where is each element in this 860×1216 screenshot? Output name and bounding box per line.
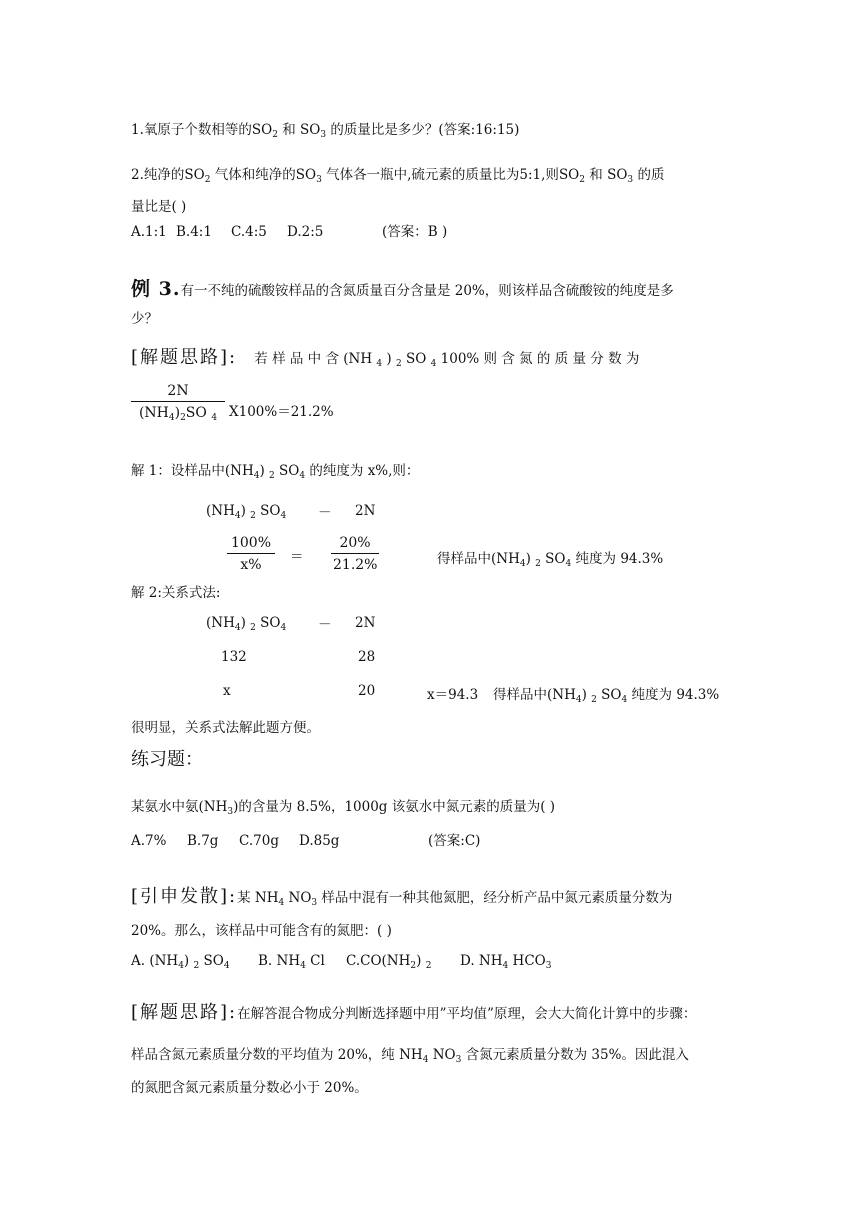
extend-option-b: B. $NH_4$ Cl [258, 953, 325, 971]
question-2-line2: 量比是( ) [131, 199, 187, 215]
equals-sign: ＝ [290, 549, 304, 565]
example-3: 例 3.有一不纯的硫酸铵样品的含氮质量百分含量是 20%，则该样品含硫酸铵的纯度是多 [131, 278, 674, 300]
conclusion: 很明显，关系式法解此题方便。 [131, 720, 320, 736]
approach-line: [解题思路]: 若 样 品 中 含 (NH $_4$ ) $_2$ SO $_4$ 100% 则 含 氮 的 质 量 分 数 为 [131, 347, 640, 369]
solution-1-dash: － [318, 505, 332, 521]
solution-1-relation-left: $(NH_4)$ $_2$ $SO_4$ [206, 503, 287, 521]
practice-title: 练习题： [131, 749, 203, 770]
practice-options [131, 829, 480, 849]
practice-option-c: C.70g [239, 833, 279, 849]
thinking-line2: 样品含氮元素质量分数的平均值为 20%，纯 $NH_4$ $NO_3$ 含氮元素质量分数为 35%。因此混入 [131, 1047, 689, 1065]
option-c: C.4:5 [231, 224, 267, 240]
extend-line: [引申发散]:某 $NH_4$ $NO_3$ 样品中混有一种其他氮肥，经分析产品中氮元素质量分数为 [131, 886, 673, 908]
ratio-fraction-left: $\frac{100\%}{x\%}$ [227, 535, 275, 573]
example-3-line2: 少？ [131, 311, 158, 327]
ratio-fraction-right: $\frac{20\%}{21.2\%}$ [333, 535, 378, 573]
solution-2-relation-right: 2N [355, 615, 376, 631]
solution-2-relation-left: $(NH_4)$ $_2$ $SO_4$ [206, 615, 287, 633]
solution-2-result: 得样品中$(NH_4)$ $_2$ $SO_4$ 纯度为 94.3% [493, 687, 720, 705]
solution-1-relation-right: 2N [355, 503, 376, 519]
extend-option-a: A. $(NH_4)$ $_2$ $SO_4$ [131, 953, 230, 971]
fraction-result: X100%＝21.2% [229, 404, 334, 420]
thinking-label: [解题思路]: [131, 1002, 238, 1023]
approach-label: [解题思路]: [131, 347, 238, 368]
extend-option-d: D. $NH_4$ $HCO_3$ [460, 953, 552, 971]
option-a: A.1:1 [131, 224, 167, 240]
solution-1-line: 解 1：设样品中$(NH_4)$ $_2$ $SO_4$ 的纯度为 x%,则： [131, 463, 420, 481]
nitrogen-fraction: $\frac{2N}{(NH_4)_2SO _4}$ [131, 383, 225, 423]
example-3-label: 例 3. [131, 278, 181, 300]
question-1: 1.氧原子个数相等的$SO_2$ 和 $SO_3$ 的质量比是多少？(答案:16:15) [131, 122, 520, 140]
thinking-line3: 的氮肥含氮元素质量分数必小于 20%。 [131, 1080, 368, 1096]
practice-answer: (答案:C) [428, 833, 481, 849]
option-d: D.2:5 [287, 224, 324, 240]
question-2-options [131, 220, 447, 240]
extend-option-c: $C.CO(NH_2)$ $_2$ [346, 953, 432, 971]
extend-label: [引申发散]: [131, 886, 238, 907]
unknown-right: 20 [358, 683, 376, 699]
unknown-left: x [223, 683, 231, 699]
solution-2-dash: － [318, 617, 332, 633]
practice-option-b: B.7g [187, 833, 219, 849]
practice-option-a: A.7% [131, 833, 167, 849]
practice-option-d: D.85g [299, 833, 340, 849]
extend-line2: 20%。那么，该样品中可能含有的氮肥：( ) [131, 923, 392, 939]
answer: (答案：B ) [382, 224, 448, 240]
x-value: x＝94.3 [427, 687, 479, 703]
solution-2-title: 解 2:关系式法: [131, 585, 221, 601]
question-2: 2.纯净的$SO_2$ 气体和纯净的$SO_3$ 气体各一瓶中,硫元素的质量比为5:1,则$SO_2$ 和 $SO_3$ 的质 [131, 167, 665, 185]
solution-1-result: 得样品中$(NH_4)$ $_2$ $SO_4$ 纯度为 94.3% [437, 551, 664, 569]
thinking-line: [解题思路]:在解答混合物成分判断选择题中用”平均值”原理，会大大简化计算中的步骤： [131, 1002, 697, 1023]
practice-question: 某氨水中氨$(NH_3)$的含量为 8.5%，1000g 该氨水中氮元素的质量为( ) [131, 799, 556, 817]
option-b: B.4:1 [176, 224, 212, 240]
extend-options [131, 953, 551, 971]
molar-mass-right: 28 [358, 649, 376, 665]
molar-mass-left: 132 [221, 649, 247, 665]
